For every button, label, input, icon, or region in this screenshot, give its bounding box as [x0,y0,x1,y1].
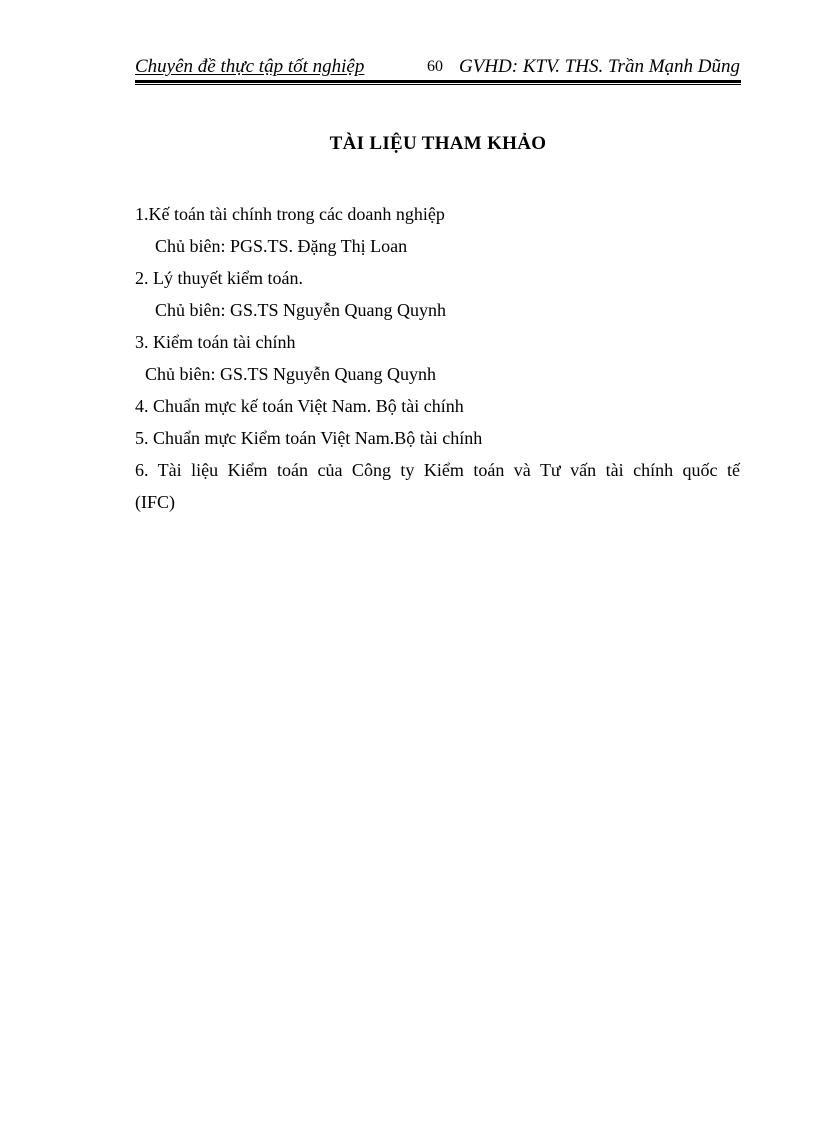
reference-list [135,198,740,518]
reference-item-title: 4. Chuẩn mực kế toán Việt Nam. Bộ tài chính [135,396,464,416]
header-rule-thick [135,80,741,83]
reference-item-title: 6. Tài liệu Kiểm toán của Công ty Kiểm toán và Tư vấn tài chính quốc tế [135,460,740,480]
reference-item-editor: Chủ biên: GS.TS Nguyễn Quang Quynh [155,300,446,320]
reference-item-editor: Chủ biên: PGS.TS. Đặng Thị Loan [155,236,408,256]
header-rule-thin [135,84,741,85]
reference-item-title: 1.Kế toán tài chính trong các doanh nghiệp [135,204,445,224]
reference-item-title: 2. Lý thuyết kiểm toán. [135,268,303,288]
page-header [135,54,740,80]
header-supervisor: GVHD: KTV. THS. Trần Mạnh Dũng [459,56,740,77]
reference-item-title: 3. Kiểm toán tài chính [135,332,296,352]
reference-item-editor: Chủ biên: GS.TS Nguyễn Quang Quynh [145,364,436,384]
header-report-title: Chuyên đề thực tập tốt nghiệp [135,56,365,77]
page-title: TÀI LIỆU THAM KHẢO [329,133,547,154]
reference-item-title: 5. Chuẩn mực Kiểm toán Việt Nam.Bộ tài chính [135,428,483,448]
reference-item-continuation: (IFC) [135,492,175,512]
page-number: 60 [427,58,443,75]
